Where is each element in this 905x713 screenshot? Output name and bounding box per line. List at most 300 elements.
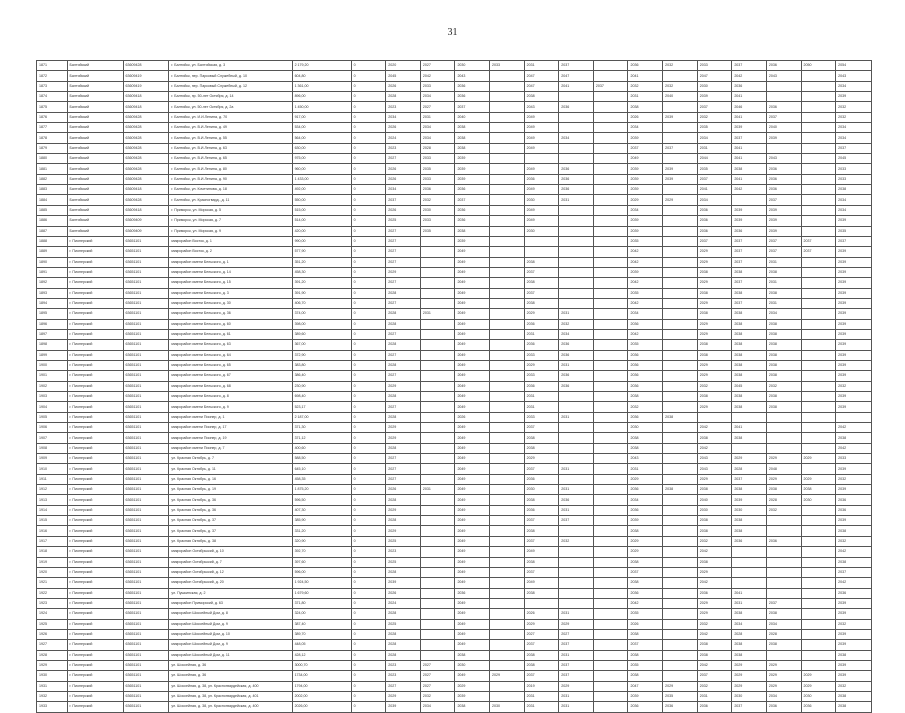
table-row (37, 392, 872, 402)
table-cell: микрорайон имени Бельского, д. 8 (169, 392, 292, 402)
table-cell: 2038 (628, 392, 663, 402)
table-cell (801, 547, 836, 557)
table-cell (490, 619, 525, 629)
table-cell (663, 392, 698, 402)
table-cell: Балтийский (67, 226, 123, 236)
table-cell (559, 567, 594, 577)
table-cell (524, 154, 559, 164)
table-cell (801, 598, 836, 608)
table-cell: микрорайон имени Бельского, д. 9 (169, 402, 292, 412)
table-cell: 0 (351, 598, 386, 608)
table-cell: 960,00 (292, 164, 351, 174)
table-cell: 2027 (420, 61, 455, 71)
table-cell: 63651101 (123, 650, 169, 660)
table-cell: 2029 (732, 660, 767, 670)
table-cell: 2029 (697, 371, 732, 381)
table-cell: 2038 (628, 671, 663, 681)
table-cell: 2037 (836, 143, 872, 153)
table-cell: 2034 (628, 205, 663, 215)
table-cell: 0 (351, 319, 386, 329)
table-cell (490, 526, 525, 536)
table-cell: 1916 (37, 526, 68, 536)
table-cell: 1910 (37, 464, 68, 474)
table-cell: 2038 (524, 278, 559, 288)
table-cell (663, 567, 698, 577)
table-cell (420, 423, 455, 433)
table-cell: 2038 (732, 402, 767, 412)
table-cell: 2035 (628, 609, 663, 619)
table-cell: микрорайон Шоссейный Дом, д. 11 (169, 650, 292, 660)
table-cell (490, 236, 525, 246)
page-number: 31 (447, 27, 458, 38)
table-cell (524, 236, 559, 246)
table-cell (801, 288, 836, 298)
table-cell: 63651101 (123, 619, 169, 629)
table-cell: 1881 (37, 164, 68, 174)
table-cell: 1919 (37, 557, 68, 567)
table-row (37, 329, 872, 339)
table-cell (420, 619, 455, 629)
table-cell (420, 433, 455, 443)
table-cell: 371,80 (292, 598, 351, 608)
table-cell: 2027 (386, 236, 421, 246)
table-cell: 1915 (37, 516, 68, 526)
table-cell (490, 609, 525, 619)
table-cell: г. Пионерский (67, 557, 123, 567)
table-cell: 2049 (455, 278, 490, 288)
table-cell: 514,00 (292, 216, 351, 226)
table-cell: 63651101 (123, 236, 169, 246)
table-cell: г. Балтийск, пер. Парковый Служебный, д. 12 (169, 81, 292, 91)
table-cell (801, 402, 836, 412)
table-cell (490, 164, 525, 174)
table-cell: 2039 (663, 164, 698, 174)
table-cell: 2041 (732, 174, 767, 184)
table-cell: 2029 (386, 526, 421, 536)
table-cell: 2034 (559, 329, 594, 339)
table-cell: 0 (351, 392, 386, 402)
table-cell (490, 185, 525, 195)
table-cell (593, 288, 628, 298)
table-cell: г. Пионерский (67, 640, 123, 650)
table-cell: 2036 (524, 174, 559, 184)
table-cell: 2038 (628, 433, 663, 443)
table-cell: Балтийский (67, 123, 123, 133)
table-cell: 1734,00 (292, 671, 351, 681)
table-cell: 2027 (386, 464, 421, 474)
table-cell: 2038 (732, 640, 767, 650)
table-cell: 2026 (386, 81, 421, 91)
table-row (37, 681, 872, 691)
table-cell (559, 298, 594, 308)
table-cell: Балтийский (67, 143, 123, 153)
table-cell (593, 102, 628, 112)
table-cell: 63609428 (123, 195, 169, 205)
table-cell: 2037 (766, 236, 801, 246)
table-cell (524, 598, 559, 608)
table-row (37, 516, 872, 526)
table-cell: г. Пионерский (67, 278, 123, 288)
table-row (37, 350, 872, 360)
table-cell: 2039 (836, 360, 872, 370)
table-cell (593, 443, 628, 453)
table-cell: 2034 (732, 619, 767, 629)
table-cell (801, 381, 836, 391)
table-cell: 2027 (386, 350, 421, 360)
table-cell: 2039 (628, 185, 663, 195)
table-cell: 2027 (386, 278, 421, 288)
table-cell: 2028 (732, 464, 767, 474)
table-cell (524, 247, 559, 257)
table-cell: 2036 (628, 371, 663, 381)
table-cell (420, 288, 455, 298)
table-cell (766, 567, 801, 577)
table-cell: 2029 (801, 474, 836, 484)
table-cell: 2038 (663, 485, 698, 495)
table-cell: 2037 (766, 598, 801, 608)
table-cell: 2029 (628, 474, 663, 484)
table-cell: 1908 (37, 443, 68, 453)
table-cell: 2042 (697, 660, 732, 670)
table-cell: 63651101 (123, 505, 169, 515)
table-cell: 63651101 (123, 691, 169, 701)
table-cell: 2037 (559, 640, 594, 650)
table-cell (420, 340, 455, 350)
table-cell: 2031 (732, 598, 767, 608)
table-cell (663, 536, 698, 546)
table-cell: 63651101 (123, 309, 169, 319)
table-cell: 2031 (559, 195, 594, 205)
table-cell (593, 371, 628, 381)
table-cell: 0 (351, 350, 386, 360)
table-cell: 2049 (455, 464, 490, 474)
table-cell: 2035 (420, 164, 455, 174)
table-cell: 2039 (732, 216, 767, 226)
table-cell: 2038 (836, 433, 872, 443)
table-cell: 1906 (37, 423, 68, 433)
table-cell: 2049 (455, 288, 490, 298)
table-cell: 2034 (836, 123, 872, 133)
table-cell: г. Пионерский (67, 340, 123, 350)
table-cell: 2037 (732, 61, 767, 71)
table-cell (801, 143, 836, 153)
table-cell: 1 679,60 (292, 588, 351, 598)
table-cell: 2038 (663, 412, 698, 422)
table-cell: 2030 (697, 81, 732, 91)
table-cell: 63651101 (123, 381, 169, 391)
table-cell: 367,00 (292, 340, 351, 350)
table-cell: микрорайон Шоссейный Дом, д. 8 (169, 609, 292, 619)
table-cell: 2029 (386, 267, 421, 277)
table-cell: 230,90 (292, 381, 351, 391)
table-cell (559, 257, 594, 267)
table-cell (663, 71, 698, 81)
table-cell: 2027 (386, 257, 421, 267)
table-cell (801, 609, 836, 619)
table-cell: 2049 (524, 547, 559, 557)
table-cell: 351,20 (292, 257, 351, 267)
table-cell: ул. Шоссейная, д. 36 (169, 660, 292, 670)
table-cell: Балтийский (67, 71, 123, 81)
table-cell (490, 226, 525, 236)
table-cell: 2036 (697, 226, 732, 236)
table-cell (663, 267, 698, 277)
table-cell: 2030 (455, 660, 490, 670)
table-cell: 2039 (732, 123, 767, 133)
table-cell: г. Пионерский (67, 464, 123, 474)
table-cell (801, 112, 836, 122)
table-cell: 2036 (766, 536, 801, 546)
table-cell (559, 123, 594, 133)
table-cell (766, 557, 801, 567)
table-cell: 2028 (766, 495, 801, 505)
table-cell (490, 650, 525, 660)
table-cell: 2041 (732, 154, 767, 164)
table-cell: ул. Шоссейная, д. 36 (169, 671, 292, 681)
table-cell: 2031 (420, 309, 455, 319)
table-cell: 2035 (836, 226, 872, 236)
table-cell: 2031 (420, 485, 455, 495)
table-cell: 2039 (836, 598, 872, 608)
table-cell: 975,00 (292, 154, 351, 164)
table-cell: 0 (351, 154, 386, 164)
table-cell: 2039 (836, 392, 872, 402)
table-cell (801, 650, 836, 660)
table-cell: 1 361,00 (292, 81, 351, 91)
table-cell: Балтийский (67, 92, 123, 102)
table-cell: 2037 (628, 143, 663, 153)
table-cell: Балтийский (67, 164, 123, 174)
table-cell (593, 236, 628, 246)
table-cell: 2034 (559, 133, 594, 143)
table-cell: 2028 (386, 609, 421, 619)
table-cell: 63651101 (123, 495, 169, 505)
table-cell: 2023 (386, 671, 421, 681)
table-cell: 2038 (732, 360, 767, 370)
table-cell: 2037 (732, 236, 767, 246)
table-cell: 2029 (524, 309, 559, 319)
table-cell (663, 474, 698, 484)
table-cell: 1903 (37, 392, 68, 402)
table-row (37, 174, 872, 184)
table-cell: 0 (351, 505, 386, 515)
table-cell: г. Балтийск, ул. 50-лет Октября, д. 2а (169, 102, 292, 112)
table-cell: 2034 (836, 133, 872, 143)
table-cell: 515,00 (292, 205, 351, 215)
table-cell (732, 557, 767, 567)
table-cell: 2039 (455, 174, 490, 184)
table-cell: 448,05 (292, 640, 351, 650)
table-cell: 2038 (524, 443, 559, 453)
table-cell: 2049 (455, 298, 490, 308)
table-cell (420, 474, 455, 484)
table-cell: 2034 (420, 123, 455, 133)
table-cell (593, 702, 628, 712)
table-cell (801, 578, 836, 588)
table-cell: 0 (351, 133, 386, 143)
table-cell (663, 319, 698, 329)
table-cell: 63609409 (123, 226, 169, 236)
table-cell: 63651101 (123, 609, 169, 619)
table-cell: 2032 (836, 681, 872, 691)
table-cell: 331,20 (292, 526, 351, 536)
table-cell (663, 557, 698, 567)
table-cell: 2029 (766, 671, 801, 681)
table-cell: 2036 (766, 185, 801, 195)
table-row (37, 402, 872, 412)
table-cell: 2032 (836, 619, 872, 629)
table-cell (663, 650, 698, 660)
table-cell (593, 350, 628, 360)
table-cell: 1896 (37, 319, 68, 329)
table-cell: 2049 (524, 123, 559, 133)
table-cell (559, 143, 594, 153)
table-cell (593, 61, 628, 71)
table-cell: 1921 (37, 578, 68, 588)
table-cell: 2035 (697, 123, 732, 133)
table-cell: 63651101 (123, 598, 169, 608)
table-cell: 2049 (455, 454, 490, 464)
table-row (37, 671, 872, 681)
table-cell: 2031 (524, 702, 559, 712)
table-row (37, 660, 872, 670)
table-cell: 2038 (766, 371, 801, 381)
table-cell: 1900 (37, 360, 68, 370)
table-cell (490, 133, 525, 143)
table-cell: 2029 (697, 598, 732, 608)
table-cell: 2032 (663, 61, 698, 71)
table-cell: 2029 (663, 195, 698, 205)
table-cell: 1883 (37, 185, 68, 195)
table-cell: 2038 (732, 319, 767, 329)
table-row (37, 226, 872, 236)
table-row (37, 536, 872, 546)
table-cell: 2031 (766, 278, 801, 288)
table-cell (593, 495, 628, 505)
table-cell: 2038 (524, 588, 559, 598)
table-cell: 2039 (628, 226, 663, 236)
table-cell: 2042 (697, 547, 732, 557)
table-cell (559, 392, 594, 402)
table-cell: 2049 (455, 360, 490, 370)
table-cell: 1891 (37, 267, 68, 277)
table-cell: 2032 (766, 381, 801, 391)
table-cell (490, 536, 525, 546)
table-cell: 2037 (697, 102, 732, 112)
table-cell: 2031 (524, 402, 559, 412)
table-cell: 0 (351, 185, 386, 195)
table-cell (559, 547, 594, 557)
table-cell: 63609419 (123, 81, 169, 91)
table-cell: 2036 (559, 371, 594, 381)
table-cell: 2049 (455, 609, 490, 619)
table-cell: 2047 (524, 81, 559, 91)
table-cell (420, 443, 455, 453)
table-cell: 2042 (732, 71, 767, 81)
table-cell (490, 340, 525, 350)
table-cell (663, 578, 698, 588)
table-cell: г. Пионерский (67, 329, 123, 339)
table-cell (732, 443, 767, 453)
table-cell: г. Пионерский (67, 505, 123, 515)
table-cell (559, 205, 594, 215)
table-cell: 63651101 (123, 257, 169, 267)
table-cell: 2038 (732, 516, 767, 526)
table-cell: 2038 (628, 629, 663, 639)
table-cell (801, 123, 836, 133)
table-cell: 63651101 (123, 567, 169, 577)
table-cell: 2036 (697, 216, 732, 226)
table-cell: 2034 (697, 195, 732, 205)
table-cell: 2036 (766, 164, 801, 174)
table-cell: 63651101 (123, 247, 169, 257)
table-cell: 596,00 (292, 567, 351, 577)
table-cell: 2029 (628, 536, 663, 546)
table-row (37, 526, 872, 536)
table-cell: г. Пионерский (67, 547, 123, 557)
table-cell (593, 433, 628, 443)
table-cell: 1887 (37, 226, 68, 236)
table-cell: 2039 (836, 340, 872, 350)
table-cell: 63609428 (123, 112, 169, 122)
table-cell (490, 660, 525, 670)
table-cell (420, 319, 455, 329)
table-cell (420, 536, 455, 546)
table-cell (801, 174, 836, 184)
table-cell (801, 567, 836, 577)
table-cell: г. Пионерский (67, 702, 123, 712)
table-cell: 63651101 (123, 640, 169, 650)
table-cell: 1 450,00 (292, 102, 351, 112)
table-cell (697, 412, 732, 422)
table-cell: 1 924,50 (292, 578, 351, 588)
table-cell: 3000,70 (292, 660, 351, 670)
table-cell: 2023 (386, 547, 421, 557)
table-cell: г. Пионерский (67, 588, 123, 598)
table-cell: 1874 (37, 92, 68, 102)
table-cell: 63609418 (123, 102, 169, 112)
table-cell: 2030 (801, 691, 836, 701)
table-cell: 1899 (37, 350, 68, 360)
table-cell (490, 247, 525, 257)
table-cell (801, 298, 836, 308)
table-cell (593, 360, 628, 370)
table-cell: г. Пионерский (67, 309, 123, 319)
table-cell (766, 588, 801, 598)
table-cell: 0 (351, 474, 386, 484)
table-cell (663, 247, 698, 257)
table-cell (593, 278, 628, 288)
table-cell: 0 (351, 267, 386, 277)
table-cell: 371,12 (292, 433, 351, 443)
table-cell (593, 454, 628, 464)
table-cell (593, 526, 628, 536)
table-cell (593, 619, 628, 629)
table-cell: 1912 (37, 485, 68, 495)
table-cell: 389,70 (292, 629, 351, 639)
table-cell: г. Пионерский (67, 423, 123, 433)
table-cell (663, 371, 698, 381)
table-cell: 2030 (801, 495, 836, 505)
table-cell (559, 443, 594, 453)
table-cell: 63651101 (123, 516, 169, 526)
table-cell: 2049 (455, 392, 490, 402)
table-cell: 63651101 (123, 578, 169, 588)
table-cell: 2049 (455, 329, 490, 339)
table-cell (420, 257, 455, 267)
table-cell (663, 619, 698, 629)
table-cell (593, 671, 628, 681)
